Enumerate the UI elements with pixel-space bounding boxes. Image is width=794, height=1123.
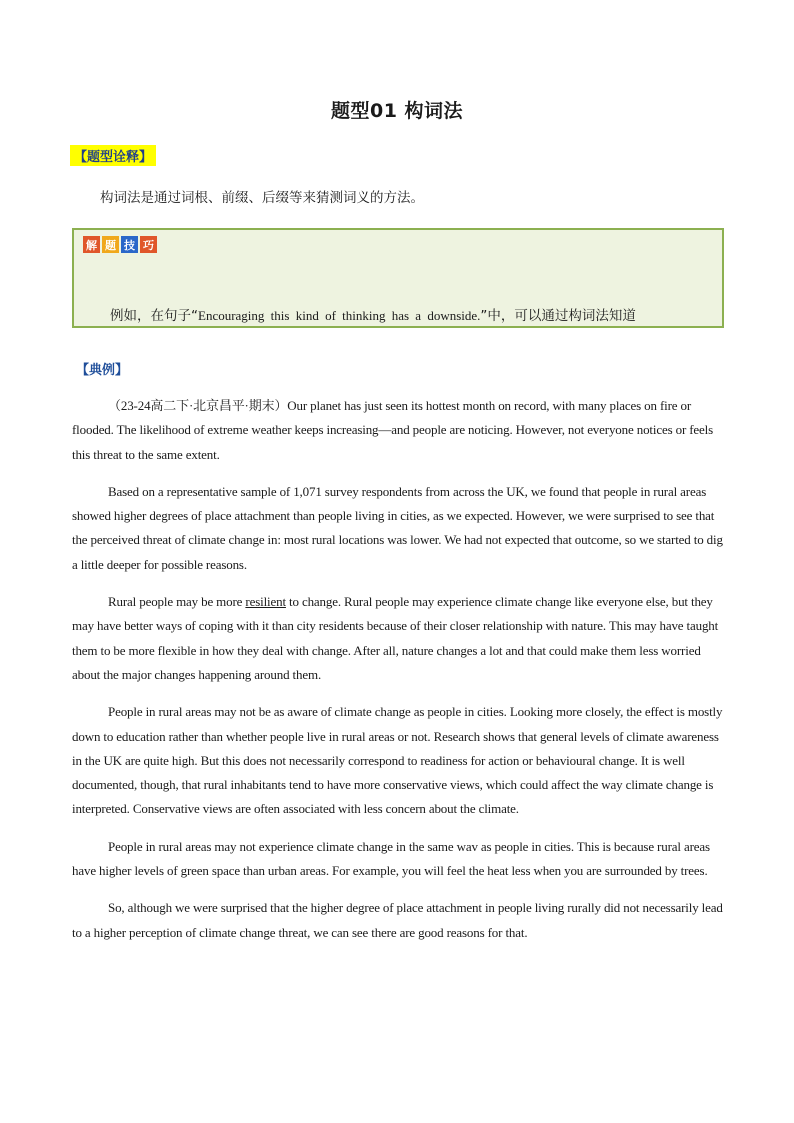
reading-passage — [72, 394, 724, 958]
tips-badge-1: 解 — [83, 236, 100, 253]
passage-paragraph-4: People in rural areas may not be as aware of climate change as people in cities. Looking more closely, the effect is mostly down to education rather than whether people live in rural areas or not. Research shows that general levels of climate awareness in the UK are quite high. But this does not necessarily correspond to readiness for action or behavioural change. It is well documented, though, that rural inhabitants tend to have more conservative views, which could affect the way climate change is interpreted. Conservative views are often associated with less concern about the climate. — [72, 704, 723, 817]
passage-p3-after: to change. Rural people may experience climate change like everyone else, but they may have better ways of coping with it than city residents because of their closer relationship with nature. This may have taught them to be more flexible in how they deal with change. After all, nature changes a lot and that could make them less worried about the major changes happening around them. — [72, 594, 719, 682]
passage-paragraph-1: （23-24高二下·北京昌平·期末）Our planet has just seen its hottest month on record, with many places on fire or flooded. The likelihood of extreme weather keeps increasing—and people are noticing. However, not everyone notices or feels this threat to the same extent. — [72, 398, 714, 462]
tips-box — [72, 228, 724, 328]
passage-paragraph-3 — [72, 590, 724, 687]
tips-badge-4: 巧 — [140, 236, 157, 253]
passage-p3-before: Rural people may be more — [108, 594, 246, 610]
page-title: 题型01 构词法 — [330, 100, 464, 122]
tips-text — [110, 304, 714, 324]
tips-text-english: Encouraging this kind of thinking has a downside. — [198, 308, 481, 323]
passage-paragraph-5: People in rural areas may not experience climate change in the same wav as people in cities. This is because rural areas have higher levels of green space than urban areas. For example, you will feel the heat less when you are surrounded by trees. — [72, 838, 710, 879]
tips-text-prefix: 例如，在句子“ — [110, 308, 198, 324]
passage-paragraph-2: Based on a representative sample of 1,071 survey respondents from across the UK, we found that people in rural areas showed higher degrees of place attachment than people living in cities, as we expected. However, we were surprised to see that the perceived threat of climate change in: most rural locations was lower. We had not expected that outcome, so we started to dig a little deeper for possible reasons. — [72, 483, 723, 572]
underlined-word-resilient: resilient — [245, 594, 286, 610]
tips-badges — [83, 236, 157, 253]
tips-badge-2: 题 — [102, 236, 119, 253]
tips-text-suffix: ”中，可以通过构词法知道 — [480, 308, 636, 324]
section-heading-example: 【典例】 — [76, 363, 129, 378]
passage-paragraph-6: So, although we were surprised that the higher degree of place attachment in people living rurally did not necessarily lead to a higher perception of climate change threat, we can see there are good reasons for that. — [72, 900, 723, 940]
intro-text: 构词法是通过词根、前缀、后缀等来猜测词义的方法。 — [100, 190, 424, 206]
section-heading-explanation: 【题型诠释】 — [70, 145, 156, 166]
tips-badge-3: 技 — [121, 236, 138, 253]
